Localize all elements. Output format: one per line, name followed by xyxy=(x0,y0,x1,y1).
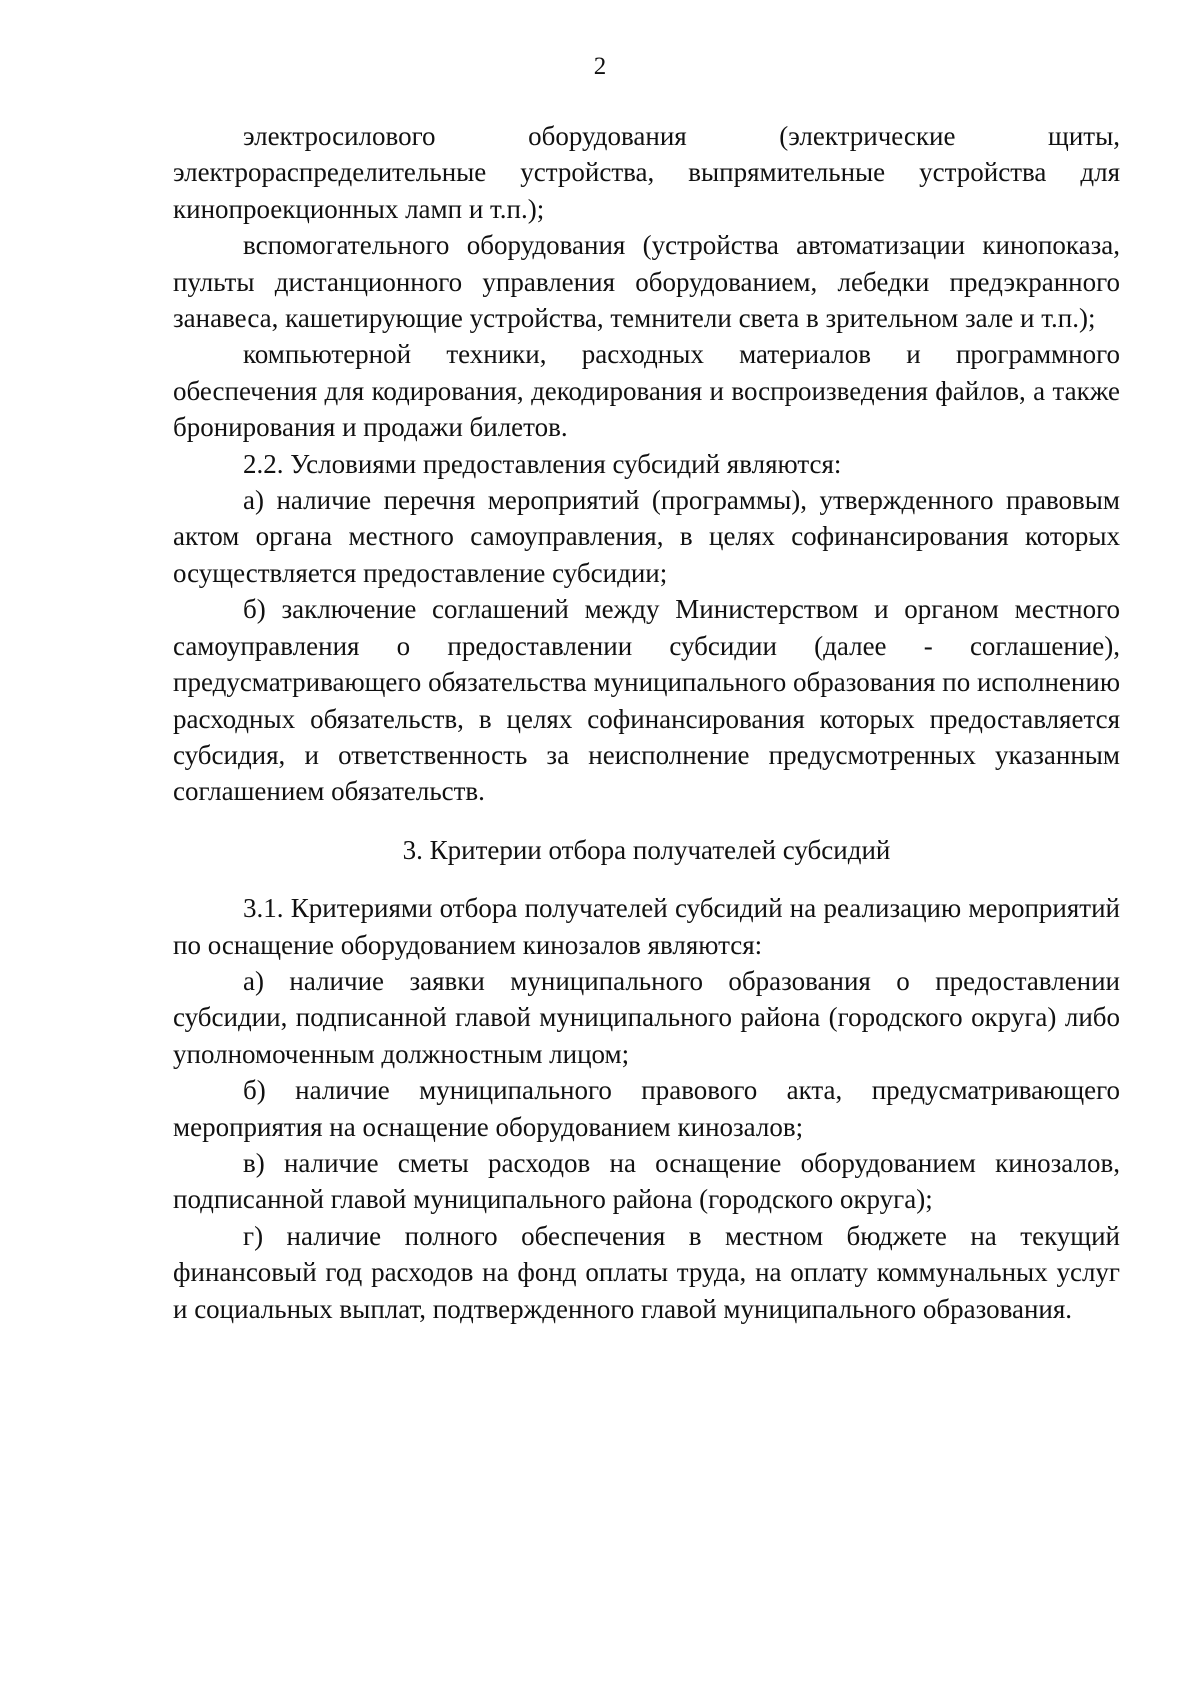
paragraph-condition-b: б) заключение соглашений между Министерством и органом местного самоуправления о предоставлении субсидии (далее - соглашение), предусматривающего обязательства муниципального образования по исполнению расходных обязательств, в целях софинансирования которых предоставляется субсидия, и ответственность за неисполнение предусмотренных указанным соглашением обязательств. xyxy=(173,594,1120,807)
paragraph-criterion-c: в) наличие сметы расходов на оснащение оборудованием кинозалов, подписанной главой муниципального района (городского округа); xyxy=(173,1147,1120,1215)
document-body xyxy=(173,118,1120,1327)
paragraph-criterion-b: б) наличие муниципального правового акта, предусматривающего мероприятия на оснащение оборудованием кинозалов; xyxy=(173,1075,1120,1142)
page-number: 2 xyxy=(593,53,607,80)
paragraph-computer-equipment: компьютерной техники, расходных материалов и программного обеспечения для кодирования, декодирования и воспроизведения файлов, а также бронирования и продажи билетов. xyxy=(173,339,1120,443)
paragraph-criteria-intro: 3.1. Критериями отбора получателей субсидий на реализацию мероприятий по оснащение оборудованием кинозалов являются: xyxy=(173,893,1120,960)
paragraph-auxiliary-equipment: вспомогательного оборудования (устройства автоматизации кинопоказа, пульты дистанционного управления оборудованием, лебедки предэкранного занавеса, кашетирующие устройства, темнители света в зрительном зале и т.п.); xyxy=(173,230,1120,334)
section-heading: 3. Критерии отбора получателей субсидий xyxy=(402,834,891,865)
paragraph-electrical-equipment: электросилового оборудования (электрические щиты, электрораспределительные устройства, выпрямительные устройства для кинопроекционных ламп и т.п.); xyxy=(173,121,1120,224)
paragraph-criterion-a: а) наличие заявки муниципального образования о предоставлении субсидии, подписанной главой муниципального района (городского округа) либо уполномоченным должностным лицом; xyxy=(173,965,1120,1069)
paragraph-condition-a: а) наличие перечня мероприятий (программы), утвержденного правовым актом органа местного самоуправления, в целях софинансирования которых осуществляется предоставление субсидии; xyxy=(173,485,1120,588)
paragraph-conditions-intro: 2.2. Условиями предоставления субсидий являются: xyxy=(243,448,842,479)
paragraph-criterion-d: г) наличие полного обеспечения в местном бюджете на текущий финансовый год расходов на фонд оплаты труда, на оплату коммунальных услуг и социальных выплат, подтвержденного главой муниципального образования. xyxy=(173,1220,1120,1324)
